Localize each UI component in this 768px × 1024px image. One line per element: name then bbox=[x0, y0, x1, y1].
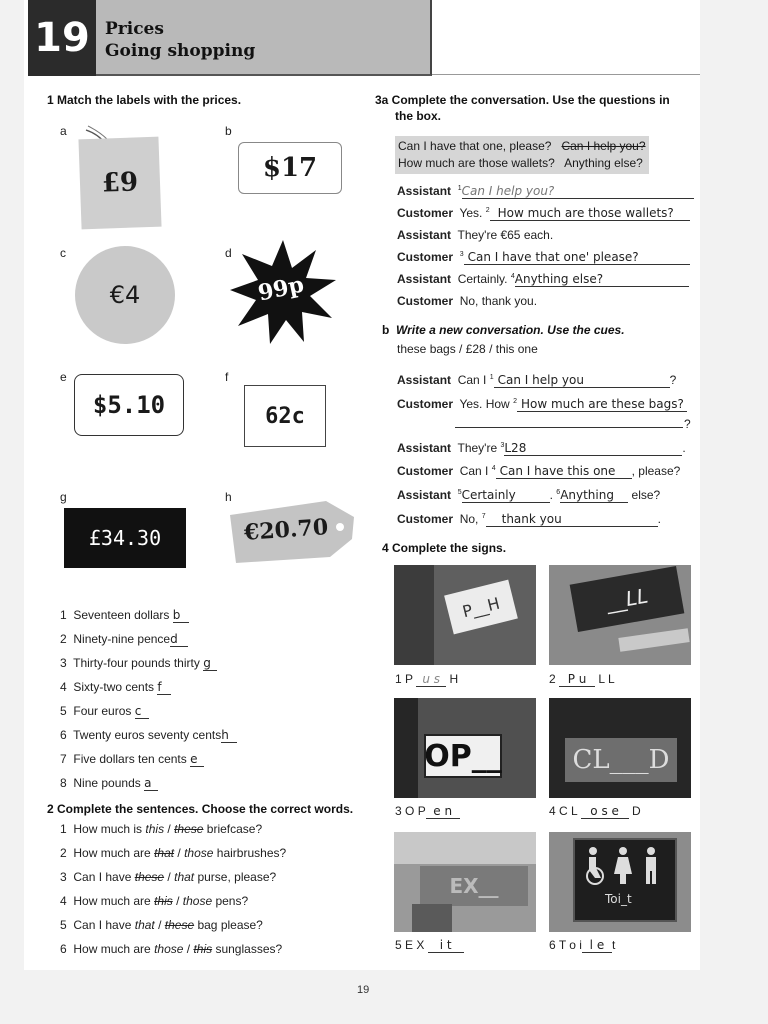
sign-label: __LL bbox=[570, 566, 685, 632]
label-a: a bbox=[60, 124, 67, 138]
answer-blank[interactable]: f bbox=[157, 680, 171, 695]
sign-label: OP__ bbox=[424, 734, 502, 778]
sign-label: P__H bbox=[444, 580, 518, 635]
answer-blank[interactable]: c bbox=[135, 704, 149, 719]
price-tag-c: €4 bbox=[75, 246, 175, 344]
label-g: g bbox=[60, 490, 67, 504]
sign-photo-toilet bbox=[549, 832, 691, 932]
price-tag-b: $17 bbox=[238, 142, 342, 194]
word-choice[interactable]: this bbox=[145, 822, 165, 836]
answer-blank[interactable]: How much are those wallets? bbox=[490, 206, 690, 221]
ex3b-heading: b Write a new conversation. Use the cues. bbox=[382, 323, 625, 337]
box-question: Can I have that one, please? bbox=[398, 139, 552, 153]
dialogue-line: Customer No, thank you. bbox=[397, 294, 538, 308]
header-rule bbox=[432, 74, 700, 75]
answer-blank[interactable]: Can I help you bbox=[494, 373, 670, 388]
dialogue-line: Assistant Certainly. $^4$Anything else? bbox=[397, 272, 689, 287]
answer-blank[interactable]: e n bbox=[426, 804, 460, 819]
ex4-heading: 4 Complete the signs. bbox=[382, 541, 507, 555]
ex2-item: 4 How much are this / those pens? bbox=[60, 894, 249, 908]
sign-plate bbox=[573, 838, 677, 922]
ex2-item: 3 Can I have these / that purse, please? bbox=[60, 870, 277, 884]
price-tag-h bbox=[226, 495, 356, 569]
answer-blank[interactable]: Can I have this one bbox=[496, 464, 632, 479]
sign-photo-exit bbox=[394, 832, 536, 932]
ex1-item: 1 Seventeen dollars b bbox=[60, 608, 189, 623]
price-tag-a: £9 bbox=[78, 137, 161, 230]
dialogue-line: Assistant Can I $^1$ Can I help you ? bbox=[397, 373, 677, 387]
ex3a-heading: 3a Complete the conversation. Use the questions in bbox=[375, 93, 670, 107]
answer-blank[interactable]: Can I help you? bbox=[462, 184, 694, 199]
dialogue-line: Assistant They're €65 each. bbox=[397, 228, 554, 242]
sign-label: CL___D bbox=[565, 738, 677, 782]
unit-subtitle: Going shopping bbox=[105, 41, 256, 61]
dialogue-line: Assistant $^5$Certainly . $^6$Anything else? bbox=[397, 488, 661, 502]
label-c: c bbox=[60, 246, 66, 260]
ex2-item: 1 How much is this / these briefcase? bbox=[60, 822, 263, 836]
ex1-item: 2 Ninety-nine penced bbox=[60, 632, 188, 647]
sign-label: EX__ bbox=[420, 866, 528, 906]
answer-blank[interactable]: Can I have that one' please? bbox=[464, 250, 690, 265]
answer-blank[interactable]: e bbox=[190, 752, 204, 767]
label-f: f bbox=[225, 370, 229, 384]
ex1-item: 5 Four euros c bbox=[60, 704, 149, 719]
box-question: Can I help you? bbox=[561, 139, 646, 153]
answer-blank[interactable]: u s bbox=[416, 672, 446, 687]
answer-blank[interactable]: d bbox=[170, 632, 188, 647]
word-choice[interactable]: those bbox=[154, 942, 184, 956]
dialogue-line: Customer No, $^7$ thank you . bbox=[397, 512, 661, 526]
sign-photo-pull bbox=[549, 565, 691, 665]
label-d: d bbox=[225, 246, 232, 260]
answer-blank[interactable]: i t bbox=[428, 938, 464, 953]
sign-answer: 4 C L o s e D bbox=[549, 804, 641, 818]
answer-blank[interactable]: g bbox=[203, 656, 217, 671]
ex2-item: 6 How much are those / this sunglasses? bbox=[60, 942, 283, 956]
price-text-h: €20.70 bbox=[243, 514, 330, 546]
label-b: b bbox=[225, 124, 232, 138]
answer-blank[interactable]: Certainly bbox=[462, 488, 550, 503]
word-choice[interactable]: these bbox=[164, 918, 195, 932]
sign-answer: 3 O P e n bbox=[395, 804, 460, 819]
ex1-heading: 1 Match the labels with the prices. bbox=[47, 93, 242, 107]
answer-blank[interactable]: l e bbox=[582, 938, 612, 953]
dialogue-line: Customer Yes. How $^2$ How much are these bags? bbox=[397, 397, 687, 412]
continuation-line bbox=[455, 427, 683, 428]
answer-blank[interactable]: Anything bbox=[560, 488, 628, 503]
ex1-item: 6 Twenty euros seventy centsh bbox=[60, 728, 237, 743]
answer-blank[interactable]: b bbox=[173, 608, 189, 623]
sign-answer: 1 P u s H bbox=[395, 672, 459, 686]
word-choice[interactable]: these bbox=[174, 822, 204, 836]
word-choice[interactable]: those bbox=[184, 846, 214, 860]
answer-blank[interactable]: Anything else? bbox=[515, 272, 689, 287]
unit-number: 19 bbox=[28, 0, 96, 76]
sign-photo-closed bbox=[549, 698, 691, 798]
dialogue-line: Customer $^3$ Can I have that one' please? bbox=[397, 250, 690, 265]
price-tag-g: £34.30 bbox=[64, 508, 186, 568]
page-number: 19 bbox=[357, 984, 370, 996]
dialogue-line: Assistant They're $^3$L28 . bbox=[397, 441, 686, 455]
sign-label: Toi_t bbox=[605, 892, 632, 906]
word-choice[interactable]: these bbox=[134, 870, 165, 884]
sign-answer: 5 E X i t bbox=[395, 938, 464, 953]
answer-blank[interactable]: a bbox=[144, 776, 158, 791]
dialogue-line: Customer Yes. $^2$ How much are those wallets? bbox=[397, 206, 690, 221]
ex2-item: 2 How much are that / those hairbrushes? bbox=[60, 846, 287, 860]
ex2-item: 5 Can I have that / these bag please? bbox=[60, 918, 263, 932]
answer-blank[interactable]: h bbox=[221, 728, 237, 743]
sign-answer: 6 T o i l e t bbox=[549, 938, 616, 952]
price-tag-f: 62c bbox=[244, 385, 326, 447]
answer-blank[interactable]: o s e bbox=[581, 804, 629, 819]
question-box bbox=[395, 136, 649, 174]
ex2-heading: 2 Complete the sentences. Choose the correct words. bbox=[47, 802, 354, 816]
price-text-d: 99p bbox=[255, 271, 307, 307]
word-choice[interactable]: this bbox=[154, 894, 173, 908]
ex3a-heading-cont: the box. bbox=[395, 109, 442, 123]
continuation-end: ? bbox=[684, 417, 691, 431]
sign-answer: 2 P u L L bbox=[549, 672, 615, 686]
answer-blank[interactable]: L28 bbox=[504, 441, 682, 456]
word-choice[interactable]: that bbox=[154, 846, 175, 860]
answer-blank[interactable]: thank you bbox=[486, 512, 658, 527]
ex1-item: 8 Nine pounds a bbox=[60, 776, 158, 791]
label-e: e bbox=[60, 370, 67, 384]
sign-photo-push bbox=[394, 565, 536, 665]
word-choice[interactable]: that bbox=[134, 918, 155, 932]
box-question: How much are those wallets? bbox=[398, 156, 555, 170]
ex1-item: 7 Five dollars ten cents e bbox=[60, 752, 204, 767]
toilet-pictogram-icon bbox=[581, 846, 671, 886]
sign-photo-open bbox=[394, 698, 536, 798]
word-choice[interactable]: this bbox=[193, 942, 213, 956]
answer-blank[interactable]: How much are these bags? bbox=[517, 397, 687, 412]
price-tag-e: $5.10 bbox=[74, 374, 184, 436]
word-choice[interactable]: that bbox=[174, 870, 195, 884]
ex1-item: 3 Thirty-four pounds thirty g bbox=[60, 656, 217, 671]
price-tag-d bbox=[228, 238, 338, 348]
word-choice[interactable]: those bbox=[182, 894, 213, 908]
box-question: Anything else? bbox=[564, 156, 643, 170]
ex3b-cues: these bags / £28 / this one bbox=[397, 342, 538, 356]
dialogue-line: Assistant $^1$Can I help you? bbox=[397, 184, 694, 199]
label-h: h bbox=[225, 490, 232, 504]
answer-blank[interactable]: P u bbox=[559, 672, 595, 687]
ex1-item: 4 Sixty-two cents f bbox=[60, 680, 171, 695]
unit-title: Prices bbox=[105, 19, 164, 39]
dialogue-line: Customer Can I $^4$ Can I have this one , please? bbox=[397, 464, 681, 478]
